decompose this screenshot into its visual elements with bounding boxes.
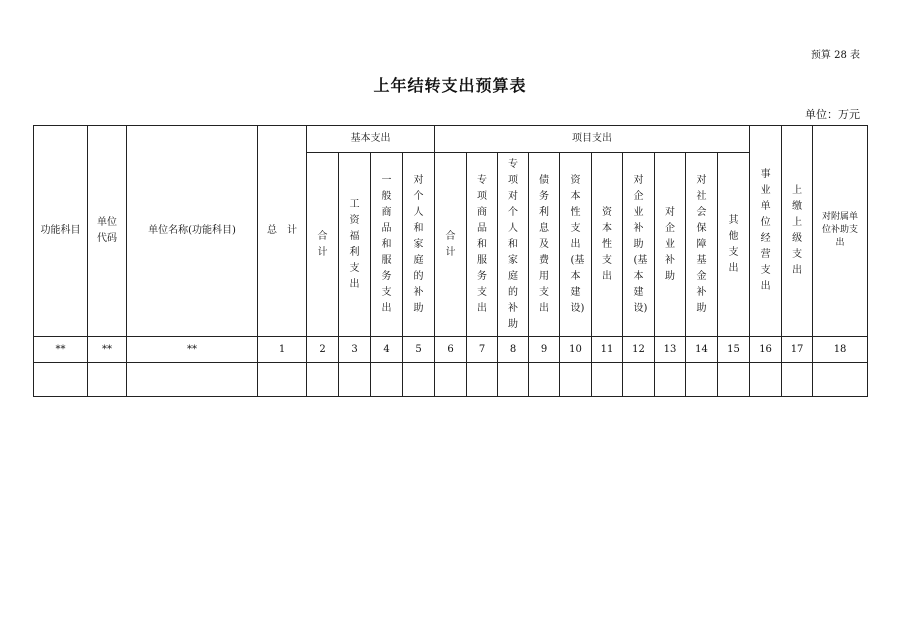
table-cell xyxy=(498,363,529,397)
table-cell xyxy=(655,363,686,397)
index-cell: 4 xyxy=(371,337,403,363)
budget-table xyxy=(33,125,868,397)
table-cell xyxy=(813,363,868,397)
index-cell: 16 xyxy=(750,337,782,363)
table-cell xyxy=(560,363,592,397)
header-basic-total: 合计 xyxy=(307,153,339,337)
header-total: 总 计 xyxy=(258,126,307,337)
table-cell xyxy=(750,363,782,397)
table-cell xyxy=(371,363,403,397)
index-cell: ** xyxy=(88,337,127,363)
index-row xyxy=(34,337,868,363)
page-title: 上年结转支出预算表 xyxy=(373,76,527,95)
table-cell xyxy=(718,363,750,397)
header-personal-subsidy: 对个人和家庭的补助 xyxy=(403,153,435,337)
table-cell xyxy=(307,363,339,397)
index-cell: 6 xyxy=(435,337,467,363)
index-cell: 17 xyxy=(782,337,813,363)
index-cell: 11 xyxy=(592,337,623,363)
index-cell: 13 xyxy=(655,337,686,363)
index-cell: 3 xyxy=(339,337,371,363)
table-cell xyxy=(529,363,560,397)
index-cell: 7 xyxy=(467,337,498,363)
unit-label: 单位：万元 xyxy=(805,108,860,121)
table-cell xyxy=(592,363,623,397)
header-special-goods: 专项商品和服务支出 xyxy=(467,153,498,337)
table-cell xyxy=(258,363,307,397)
header-remit-upper: 上缴上级支出 xyxy=(782,126,813,337)
header-social-security: 对社会保障基金补助 xyxy=(686,153,718,337)
header-row-1 xyxy=(34,126,868,153)
header-business-ops: 事业单位经营支出 xyxy=(750,126,782,337)
index-cell: 5 xyxy=(403,337,435,363)
header-project-expenditure: 项目支出 xyxy=(435,126,750,153)
header-unit-code: 单位代码 xyxy=(88,126,127,337)
index-cell: 9 xyxy=(529,337,560,363)
index-cell: 2 xyxy=(307,337,339,363)
index-cell: 18 xyxy=(813,337,868,363)
index-cell: 12 xyxy=(623,337,655,363)
header-debt-interest: 债务利息及费用支出 xyxy=(529,153,560,337)
header-enterprise: 对企业补助 xyxy=(655,153,686,337)
index-cell: 1 xyxy=(258,337,307,363)
table-cell xyxy=(88,363,127,397)
table-cell xyxy=(435,363,467,397)
header-enterprise-basic: 对企业补助(基本建设) xyxy=(623,153,655,337)
header-capital-basic: 资本性支出(基本建设) xyxy=(560,153,592,337)
header-special-personal: 专项对个人和家庭的补助 xyxy=(498,153,529,337)
data-row-empty xyxy=(34,363,868,397)
header-unit-name: 单位名称(功能科目) xyxy=(127,126,258,337)
table-cell xyxy=(339,363,371,397)
header-affiliate-subsidy: 对附属单位补助支出 xyxy=(813,126,868,337)
index-cell: 14 xyxy=(686,337,718,363)
index-cell: 15 xyxy=(718,337,750,363)
table-cell xyxy=(623,363,655,397)
index-cell: ** xyxy=(34,337,88,363)
header-general-goods: 一般商品和服务支出 xyxy=(371,153,403,337)
table-cell xyxy=(467,363,498,397)
table-cell xyxy=(686,363,718,397)
header-capital: 资本性支出 xyxy=(592,153,623,337)
index-cell: 10 xyxy=(560,337,592,363)
table-cell xyxy=(782,363,813,397)
index-cell: ** xyxy=(127,337,258,363)
form-number: 预算 28 表 xyxy=(810,50,860,61)
index-cell: 8 xyxy=(498,337,529,363)
header-func-subject: 功能科目 xyxy=(34,126,88,337)
table-cell xyxy=(403,363,435,397)
header-project-total: 合计 xyxy=(435,153,467,337)
header-other: 其他支出 xyxy=(718,153,750,337)
table-cell xyxy=(34,363,88,397)
table-cell xyxy=(127,363,258,397)
header-basic-expenditure: 基本支出 xyxy=(307,126,435,153)
header-wage-welfare: 工资福利支出 xyxy=(339,153,371,337)
